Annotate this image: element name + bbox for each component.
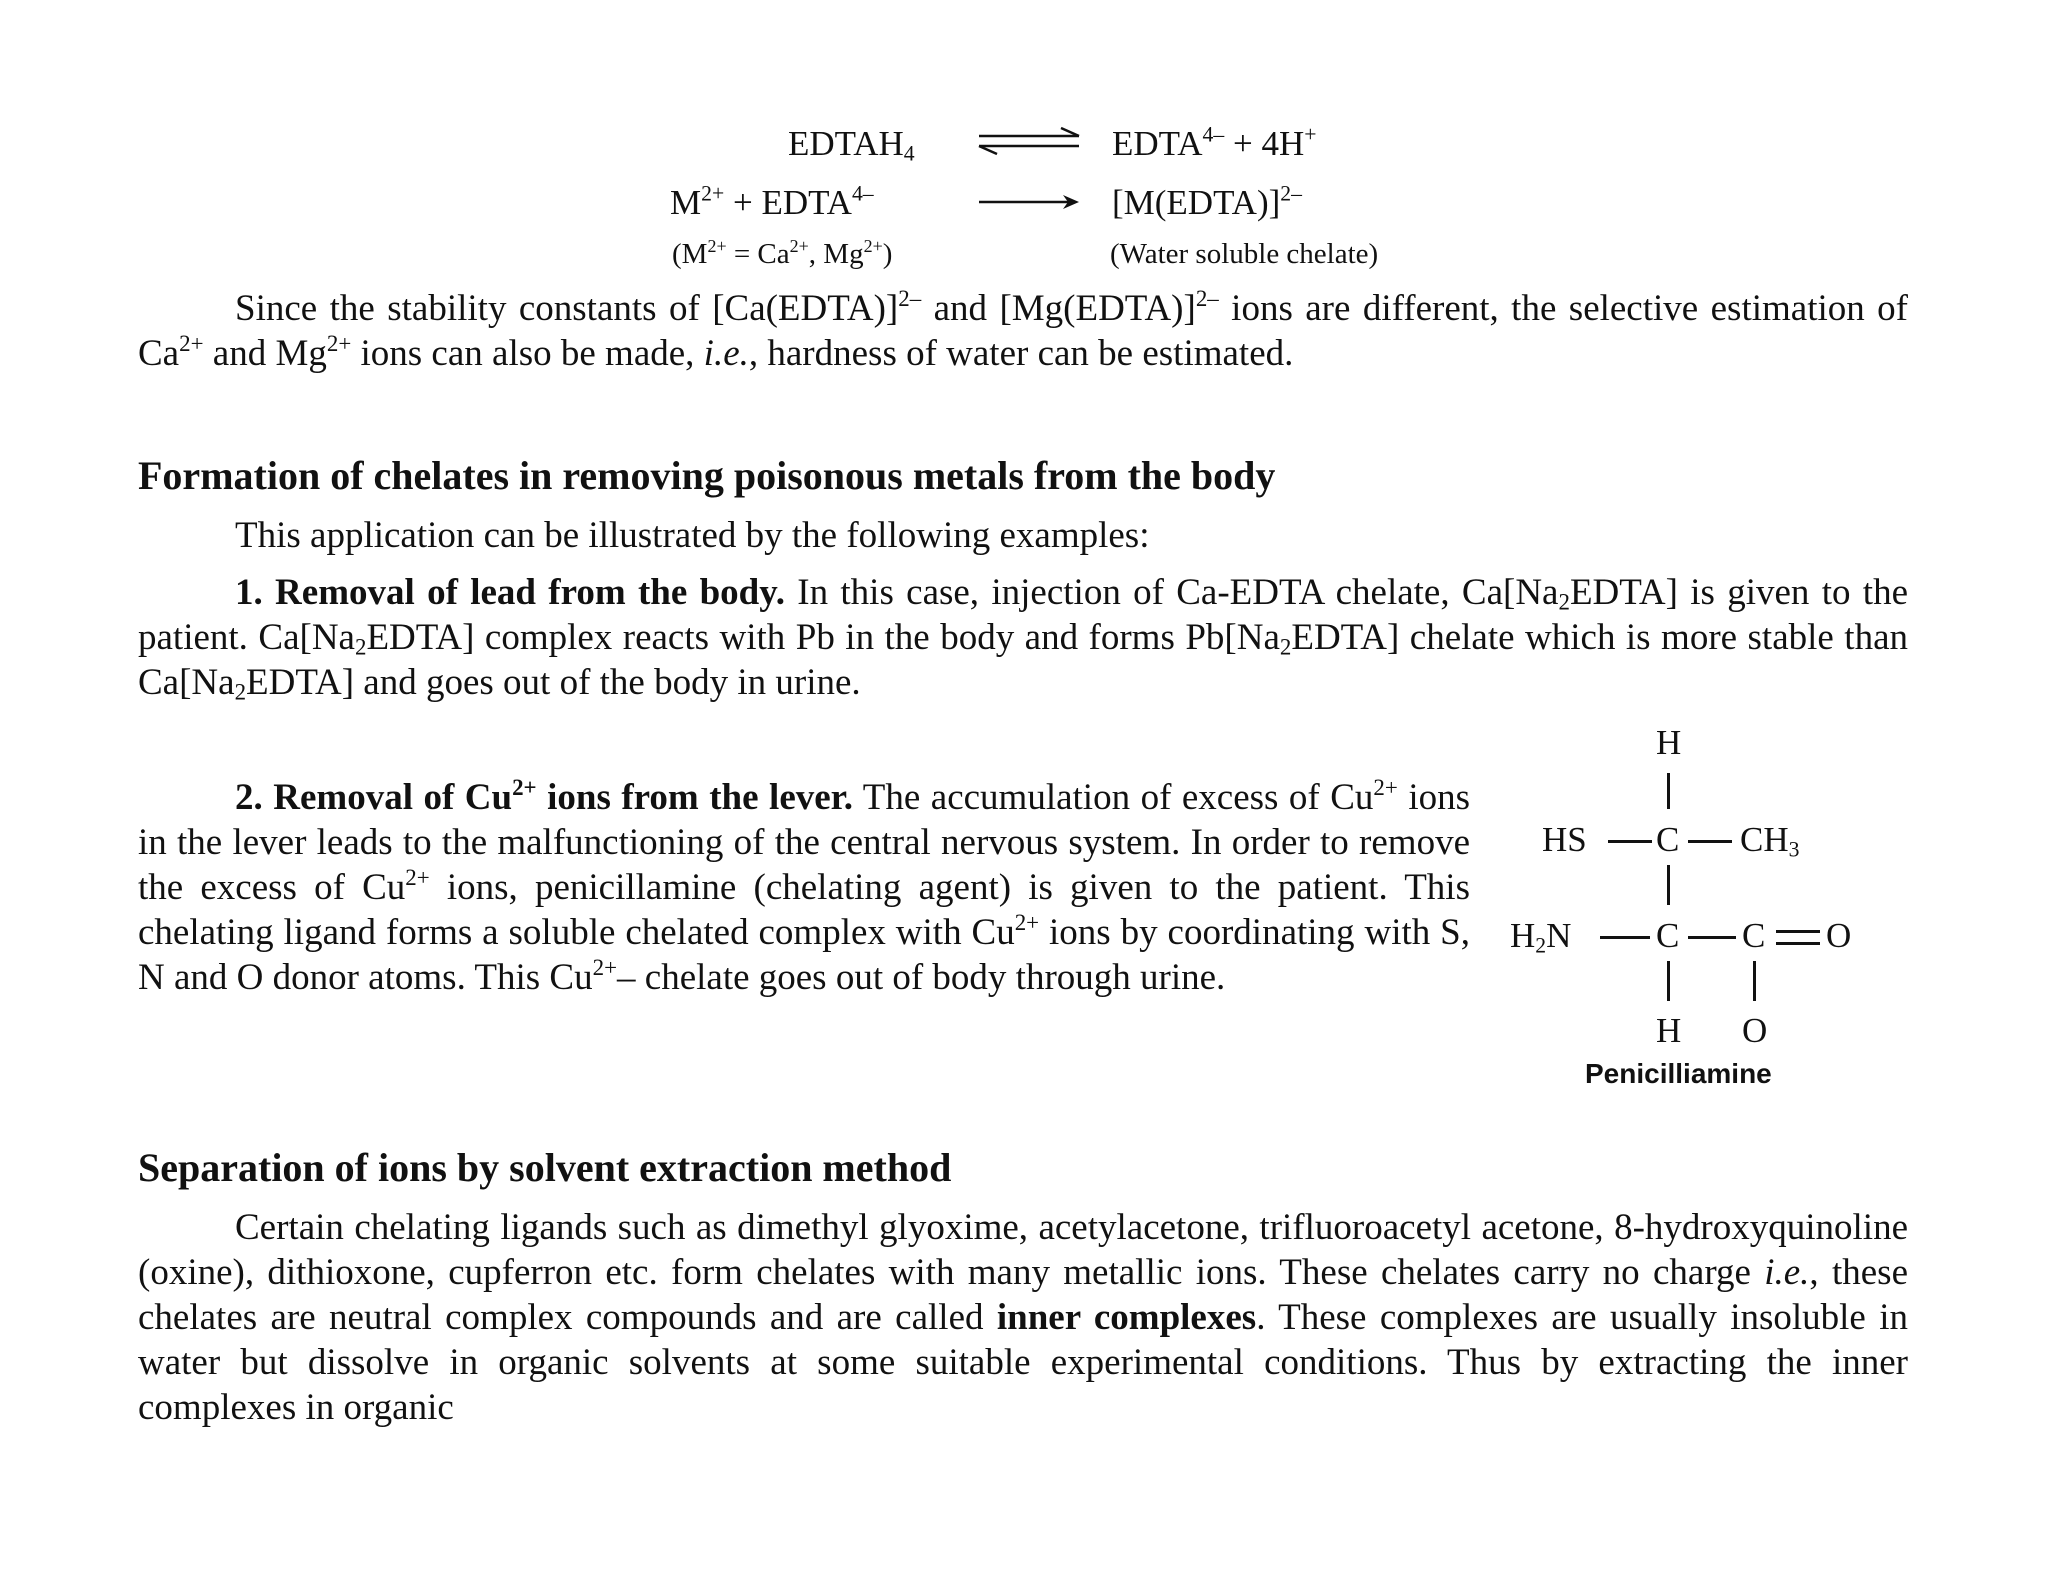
item1-sub3: 2 <box>1279 634 1292 660</box>
bond-c3-o-double-b <box>1776 942 1820 945</box>
p1-t6: , hardness of water can be estimated. <box>748 333 1294 374</box>
intro-paragraph <box>138 513 1908 558</box>
item1-t3: EDTA] complex reacts with Pb in the body and forms Pb[Na <box>366 617 1280 658</box>
item1-t2: EDTA] is given to the patient. Ca[Na <box>138 572 1908 658</box>
p1-s4: 2+ <box>326 330 352 356</box>
item1-sub4: 2 <box>234 679 247 705</box>
last-t1: Certain chelating ligands such as dimethyl glyoxime, acetylacetone, trifluoroacetyl acetone, 8-hydroxyquinoline (oxine), dithioxone, cupferron etc. form chelates with many metallic ions. These chelates carry no charge <box>138 1207 1908 1293</box>
section-heading-solvent-extraction: Separation of ions by solvent extraction method <box>138 1145 952 1190</box>
p1-ie: i.e. <box>703 333 749 374</box>
item1-sub1: 2 <box>1558 589 1570 615</box>
bond-c3-o <box>1753 961 1756 1001</box>
last-ie: i.e. <box>1764 1252 1810 1293</box>
p1-t4: and Mg <box>203 333 327 374</box>
equation-note-left <box>672 235 893 270</box>
reaction-arrow <box>975 190 1085 214</box>
atom-o-right: O <box>1826 916 1852 955</box>
p1-s2: 2– <box>1195 285 1219 311</box>
p1-t3: ions are different, the selective estimation of Ca <box>138 288 1908 374</box>
item1-t1: In this case, injection of Ca-EDTA chelate, Ca[Na <box>784 572 1559 613</box>
paragraph-stability <box>138 286 1908 376</box>
eq2-right-sup: 2– <box>1280 181 1302 206</box>
equation-1-left <box>788 124 915 166</box>
last-bold: inner complexes <box>996 1297 1257 1338</box>
bond-s-c1 <box>1608 840 1652 843</box>
ch3-text: CH <box>1740 820 1789 859</box>
item2-text <box>138 775 1470 1000</box>
atom-hs: HS <box>1542 820 1587 859</box>
note-b: = Ca <box>726 238 790 270</box>
bond-c3-o-double-a <box>1776 930 1820 933</box>
stability-text <box>138 286 1908 376</box>
h2n-h: H <box>1510 916 1536 955</box>
item2-s3: 2+ <box>1014 909 1040 935</box>
atom-h-bottom: H <box>1656 1011 1682 1050</box>
item2-t1: The accumulation of excess of Cu <box>852 777 1374 818</box>
atom-ch3 <box>1740 820 1800 862</box>
eq1-right-tail-sup: + <box>1304 122 1317 147</box>
equation-2-right <box>1112 181 1302 222</box>
note-d: ) <box>882 238 893 270</box>
item-copper-removal <box>138 775 1470 1000</box>
atom-o-bottom: O <box>1742 1011 1768 1050</box>
item2-t5: – chelate goes out of body through urine. <box>617 957 1226 998</box>
item1-title: 1. Removal of lead from the body. <box>235 572 785 613</box>
bond-c2-h <box>1667 961 1670 1001</box>
note-sup3: 2+ <box>863 235 883 256</box>
eq1-right-sup: 4– <box>1202 122 1225 147</box>
inner-complexes-text <box>138 1205 1908 1430</box>
equilibrium-arrow <box>975 126 1085 156</box>
last-t3: . These complexes are usually insoluble in water but dissolve in organic solvents at some suitable experimental conditions. Thus by extracting the inner complexes in organic <box>138 1297 1908 1428</box>
item-lead-removal <box>138 570 1908 705</box>
note-sup1: 2+ <box>707 235 727 256</box>
penicillamine-structure <box>1490 725 1920 1095</box>
eq2-m: M <box>670 183 702 222</box>
structure-caption: Penicilliamine <box>1585 1058 1772 1089</box>
item2-t2: ions in the lever leads to the malfunctioning of the central nervous system. In order to remove the excess of Cu <box>138 777 1470 908</box>
atom-c1: C <box>1656 820 1680 859</box>
p1-t2: and [Mg(EDTA)] <box>921 288 1196 329</box>
section-heading-chelates: Formation of chelates in removing poisonous metals from the body <box>138 453 1276 498</box>
p1-s3: 2+ <box>179 330 204 356</box>
eq2-right-text: [M(EDTA)] <box>1112 183 1281 222</box>
atom-c3: C <box>1742 916 1766 955</box>
atom-h2n <box>1510 916 1572 958</box>
eq1-left-text: EDTAH <box>788 124 904 163</box>
bond-n-c2 <box>1600 936 1650 939</box>
eq1-left-sub: 4 <box>903 141 915 166</box>
bond-c1-ch3 <box>1688 840 1732 843</box>
equation-1-right <box>1112 122 1317 163</box>
note-c: , Mg <box>808 238 864 270</box>
atom-h-top: H <box>1656 723 1682 762</box>
h2n-sub: 2 <box>1535 933 1547 958</box>
eq2-m-sup: 2+ <box>701 181 725 206</box>
p1-t5: ions can also be made, <box>351 333 704 374</box>
item1-t4: EDTA] chelate which is more stable than Ca[Na <box>138 617 1909 703</box>
note-sup2: 2+ <box>789 235 809 256</box>
item2-title-b: ions from the lever. <box>536 777 853 818</box>
h2n-n: N <box>1546 916 1572 955</box>
item2-s4: 2+ <box>592 954 618 980</box>
p1-s1: 2– <box>898 285 922 311</box>
item2-title-sup: 2+ <box>512 774 537 800</box>
eq2-mid: + EDTA <box>724 183 852 222</box>
bond-h-c1 <box>1667 773 1670 809</box>
item1-t5: EDTA] and goes out of the body in urine. <box>246 662 861 703</box>
item2-t3: ions, penicillamine (chelating agent) is given to the patient. This chelating ligand forms a soluble chelated complex with Cu <box>138 867 1470 953</box>
item1-text <box>138 570 1908 705</box>
item2-s2: 2+ <box>405 864 430 890</box>
item2-s1: 2+ <box>1373 774 1398 800</box>
paragraph-inner-complexes <box>138 1205 1908 1430</box>
item2-t4: ions by coordinating with S, N and O donor atoms. This Cu <box>138 912 1471 998</box>
atom-c2: C <box>1656 916 1680 955</box>
equation-2-left <box>670 181 874 222</box>
last-t2: , these chelates are neutral complex compounds and are called <box>138 1252 1908 1338</box>
bond-c2-c3 <box>1688 936 1736 939</box>
eq2-left-sup: 4– <box>851 181 874 206</box>
eq1-right-text: EDTA <box>1112 124 1203 163</box>
ch3-sub: 3 <box>1788 837 1800 862</box>
eq1-right-tail: + 4H <box>1224 124 1305 163</box>
intro-text: This application can be illustrated by the following examples: <box>235 515 1150 556</box>
equation-note-right: (Water soluble chelate) <box>1110 238 1379 270</box>
item1-sub2: 2 <box>354 634 367 660</box>
note-a: (M <box>672 238 708 270</box>
item2-title-a: 2. Removal of Cu <box>235 777 513 818</box>
bond-c1-c2 <box>1667 865 1670 905</box>
p1-t1: Since the stability constants of [Ca(EDTA)] <box>235 288 899 329</box>
